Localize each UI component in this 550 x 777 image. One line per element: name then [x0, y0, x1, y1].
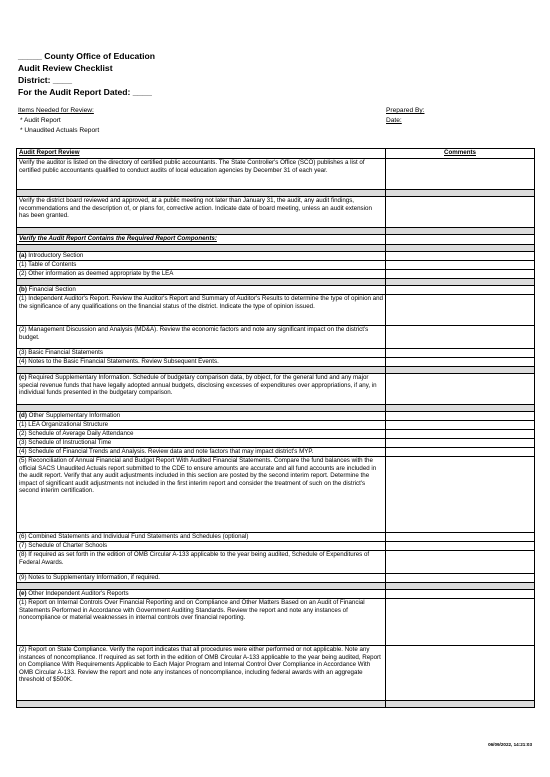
table-row — [17, 261, 535, 270]
row-d1: (1) LEA Organizational Structure — [17, 421, 386, 430]
section-e-label: (e) — [19, 590, 27, 597]
comment-cell[interactable] — [386, 159, 535, 190]
row-e1: (1) Report on Internal Controls Over Financial Reporting and on Compliance and Other Matters Based on an Audit of Financial Statements Performed in Accordance with Government Auditing Standards. Review the report and note any instances of noncompliance or material weaknesses in internal controls over financial reporting. — [17, 599, 386, 646]
section-c-label: (c) — [19, 374, 27, 381]
table-header-row — [17, 149, 535, 159]
table-row — [17, 430, 535, 439]
table-row — [17, 252, 535, 261]
comment-cell[interactable] — [386, 412, 535, 421]
comment-cell[interactable] — [386, 542, 535, 551]
date-label: Date: — [386, 117, 402, 124]
row-d9: (9) Notes to Supplementary Information, if required. — [17, 574, 386, 583]
table-row — [17, 574, 535, 583]
comment-cell[interactable] — [386, 358, 535, 367]
table-row — [17, 295, 535, 326]
table-row — [17, 599, 535, 646]
row-d2: (2) Schedule of Average Daily Attendance — [17, 430, 386, 439]
items-needed-title: Items Needed for Review: — [18, 107, 94, 114]
table-row — [17, 197, 535, 228]
section-c: (c) Required Supplementary Information. Schedule of budgetary comparison data, by object, for the general fund and any major special revenue funds that have legally adopted annual budgets, disclosing excesses of expenditures over appropriations, if any, in individual funds presented in the budgetary comparison. — [17, 374, 386, 405]
comment-cell[interactable] — [386, 646, 535, 701]
comment-cell[interactable] — [386, 457, 535, 533]
section-a-label: (a) — [19, 252, 27, 259]
comment-cell[interactable] — [386, 270, 535, 279]
table-row — [17, 439, 535, 448]
table-row — [17, 326, 535, 349]
row-board-approval: Verify the district board reviewed and approved, at a public meeting not later than January 31, the audit, any audit findings, recommendations and the description of, or plans for, corrective action. Indicate date of board meeting, unless an audit extension has been granted. — [17, 197, 386, 228]
table-row — [17, 542, 535, 551]
table-row — [17, 349, 535, 358]
section-b-title: (b) Financial Section — [17, 286, 386, 295]
comment-cell[interactable] — [386, 252, 535, 261]
comment-cell[interactable] — [386, 286, 535, 295]
comment-cell[interactable] — [386, 197, 535, 228]
row-b1: (1) Independent Auditor's Report. Review the Auditor's Report and Summary of Auditor's Results to determine the type of opinion and the significance of any qualifications on the financial status of the district. Indicate the type of opinion issued. — [17, 295, 386, 326]
table-row — [17, 590, 535, 599]
table-row — [17, 235, 535, 245]
audit-review-table — [16, 148, 535, 708]
county-office-title: _____ County Office of Education — [18, 51, 156, 61]
table-row — [17, 412, 535, 421]
district-field: District: ____ — [18, 75, 72, 85]
row-required-components: Verify the Audit Report Contains the Required Report Components: — [17, 235, 386, 245]
comment-cell[interactable] — [386, 590, 535, 599]
row-b2: (2) Management Discussion and Analysis (MD&A). Review the economic factors and note any significant impact on the district's budget. — [17, 326, 386, 349]
comment-cell[interactable] — [386, 533, 535, 542]
section-a-title: (a) Introductory Section — [17, 252, 386, 261]
column-header-comments: Comments — [386, 149, 535, 159]
row-d4: (4) Schedule of Financial Trends and Analysis. Review data and note factors that may impact district's MYP. — [17, 448, 386, 457]
prepared-by-label: Prepared By: — [386, 107, 425, 114]
document-header — [18, 50, 155, 98]
comment-cell[interactable] — [386, 551, 535, 574]
comment-cell[interactable] — [386, 599, 535, 646]
table-row — [17, 448, 535, 457]
table-row — [17, 358, 535, 367]
section-d-label: (d) — [19, 412, 27, 419]
checklist-title: Audit Review Checklist — [18, 63, 113, 73]
row-d6: (6) Combined Statements and Individual Fund Statements and Schedules (optional) — [17, 533, 386, 542]
table-row — [17, 421, 535, 430]
comment-cell[interactable] — [386, 374, 535, 405]
prepared-block — [386, 106, 424, 126]
column-header-review: Audit Report Review — [17, 149, 386, 159]
row-d5: (5) Reconciliation of Annual Financial and Budget Report With Audited Financial Statements. Compare the fund balances with the official SACS Unaudited Actuals report submitted to the CDE to ensure amounts are accurate and all fund accounts are included in the audit report. Verify that any audit adjustments included in this section are posted by the second interim report. Determine the impact of significant audit adjustments not included in the first interim report and consider the treatment of such on the district's second interim certification. — [17, 457, 386, 533]
section-d-title: (d) Other Supplementary Information — [17, 412, 386, 421]
table-row — [17, 159, 535, 190]
comment-cell[interactable] — [386, 235, 535, 245]
comment-cell[interactable] — [386, 574, 535, 583]
section-b-label: (b) — [19, 286, 27, 293]
comment-cell[interactable] — [386, 439, 535, 448]
table-row — [17, 457, 535, 533]
row-certified-auditor: Verify the auditor is listed on the directory of certified public accountants. The State Controller's Office (SCO) publishes a list of certified public accountants qualified to conduct audits of local education agencies by December 31 of each year. — [17, 159, 386, 190]
comment-cell[interactable] — [386, 295, 535, 326]
table-row — [17, 646, 535, 701]
item-unaudited-actuals: * Unaudited Actuals Report — [20, 127, 100, 134]
table-row — [17, 374, 535, 405]
items-needed — [18, 106, 99, 136]
comment-cell[interactable] — [386, 448, 535, 457]
row-e2: (2) Report on State Compliance. Verify the report indicates that all procedures were either performed or not applicable. Note any instances of noncompliance. If required as set forth in the edition of OMB Circular A-133 applicable to the year being audited, Report on Compliance With Requirements Applicable to Each Major Program and Internal Control Over Compliance in Accordance With OMB Circular A-133. Review the report and note any instances of noncompliance, including federal awards with an aggregate threshold of $500K. — [17, 646, 386, 701]
table-row — [17, 270, 535, 279]
table-row — [17, 286, 535, 295]
comment-cell[interactable] — [386, 430, 535, 439]
print-timestamp: 06/09/2022, 14:21:03 — [488, 742, 532, 747]
comment-cell[interactable] — [386, 261, 535, 270]
table-row — [17, 551, 535, 574]
row-d7: (7) Schedule of Charter Schools — [17, 542, 386, 551]
row-b4: (4) Notes to the Basic Financial Statements. Review Subsequent Events. — [17, 358, 386, 367]
audit-report-date-field: For the Audit Report Dated: ____ — [18, 87, 152, 97]
row-d8: (8) If required as set forth in the edition of OMB Circular A-133 applicable to the year being audited, Schedule of Expenditures of Federal Awards. — [17, 551, 386, 574]
row-b3: (3) Basic Financial Statements — [17, 349, 386, 358]
comment-cell[interactable] — [386, 326, 535, 349]
comment-cell[interactable] — [386, 421, 535, 430]
section-e-title: (e) Other Independent Auditor's Reports — [17, 590, 386, 599]
row-a2: (2) Other information as deemed appropriate by the LEA — [17, 270, 386, 279]
row-a1: (1) Table of Contents — [17, 261, 386, 270]
item-audit-report: * Audit Report — [20, 117, 61, 124]
row-d3: (3) Schedule of Instructional Time — [17, 439, 386, 448]
comment-cell[interactable] — [386, 349, 535, 358]
table-row — [17, 533, 535, 542]
